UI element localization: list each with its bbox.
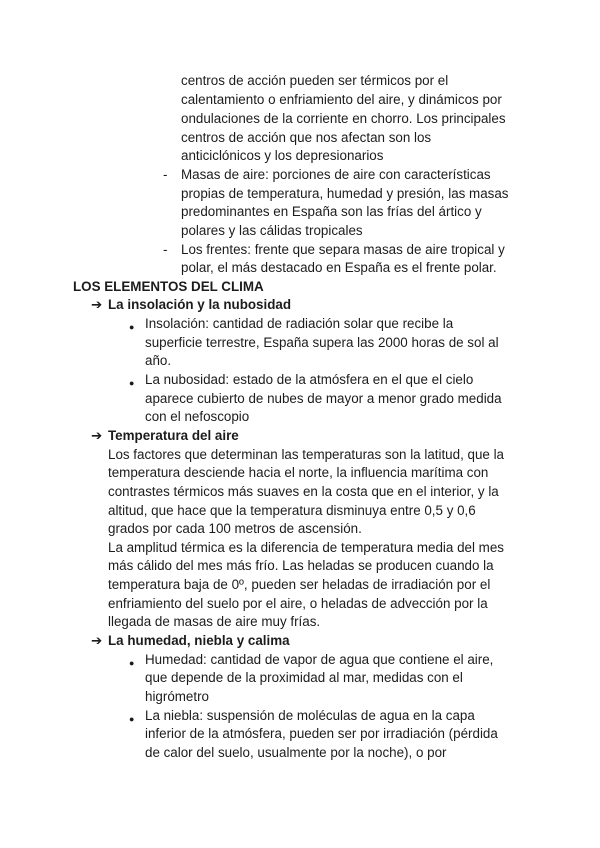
subsection-title: La insolación y la nubosidad (108, 297, 292, 312)
dash-item-line: polares y las cálidas tropicales (181, 223, 363, 238)
paragraph-line: contrastes térmicos más suaves en la costa que en el interior, y la (108, 484, 499, 499)
subsection-title: Temperatura del aire (108, 428, 239, 443)
bullet-line: de calor del suelo, usualmente por la noche), o por (145, 745, 447, 760)
bullet-line: Humedad: cantidad de vapor de agua que contiene el aire, (145, 652, 494, 667)
subsection-title: La humedad, niebla y calima (108, 633, 290, 648)
dash-marker: - (163, 242, 168, 257)
bullet-line: higrómetro (145, 689, 210, 704)
paragraph-line: altitud, que hace que la temperatura disminuya entre 0,5 y 0,6 (108, 503, 476, 518)
continuation-line: centros de acción que nos afectan son los (181, 130, 432, 145)
continuation-line: ondulaciones de la corriente en chorro. Los principales (181, 111, 506, 126)
arrow-icon: ➔ (91, 428, 103, 443)
dash-item-line: propias de temperatura, humedad y presión, las masas (181, 186, 509, 201)
bullet-line: inferior de la atmósfera, pueden ser por irradiación (pérdida (145, 726, 498, 741)
bullet-line: superficie terrestre, España supera las 2000 horas de sol al (145, 335, 499, 350)
dash-marker: - (163, 167, 168, 182)
paragraph-line: temperatura desciende hacia el norte, la influencia marítima con (108, 465, 489, 480)
arrow-icon: ➔ (91, 633, 103, 648)
bullet-line: Insolación: cantidad de radiación solar que recibe la (145, 316, 454, 331)
continuation-line: anticiclónicos y los depresionarios (181, 148, 384, 163)
bullet-icon: ● (129, 378, 135, 388)
paragraph-line: temperatura baja de 0º, pueden ser heladas de irradiación por el (108, 577, 491, 592)
paragraph-line: Los factores que determinan las temperaturas son la latitud, que la (108, 447, 504, 462)
bullet-icon: ● (129, 714, 135, 724)
paragraph-line: más cálido del mes más frío. Las heladas se producen cuando la (108, 558, 494, 573)
bullet-line: año. (145, 353, 172, 368)
dash-item-line: polar, el más destacado en España es el frente polar. (181, 260, 497, 275)
dash-item-line: Los frentes: frente que separa masas de aire tropical y (181, 242, 505, 257)
section-heading: LOS ELEMENTOS DEL CLIMA (73, 279, 264, 294)
bullet-line: La nubosidad: estado de la atmósfera en el que el cielo (145, 372, 474, 387)
bullet-icon: ● (129, 322, 135, 332)
arrow-icon: ➔ (91, 297, 103, 312)
bullet-line: que depende de la proximidad al mar, medidas con el (145, 670, 463, 685)
paragraph-line: llegada de masas de aire muy frías. (108, 614, 321, 629)
continuation-line: calentamiento o enfriamiento del aire, y dinámicos por (181, 92, 502, 107)
continuation-line: centros de acción pueden ser térmicos por el (181, 73, 449, 88)
dash-item-line: predominantes en España son las frías del ártico y (181, 204, 482, 219)
paragraph-line: grados por cada 100 metros de ascensión. (108, 521, 362, 536)
paragraph-line: La amplitud térmica es la diferencia de temperatura media del mes (108, 540, 504, 555)
dash-item-line: Masas de aire: porciones de aire con características (181, 167, 491, 182)
bullet-line: aparece cubierto de nubes de mayor a menor grado medida (145, 391, 502, 406)
bullet-line: con el nefoscopio (145, 409, 250, 424)
bullet-line: La niebla: suspensión de moléculas de agua en la capa (145, 708, 475, 723)
paragraph-line: enfriamiento del suelo por el aire, o heladas de advección por la (108, 596, 488, 611)
bullet-icon: ● (129, 658, 135, 668)
